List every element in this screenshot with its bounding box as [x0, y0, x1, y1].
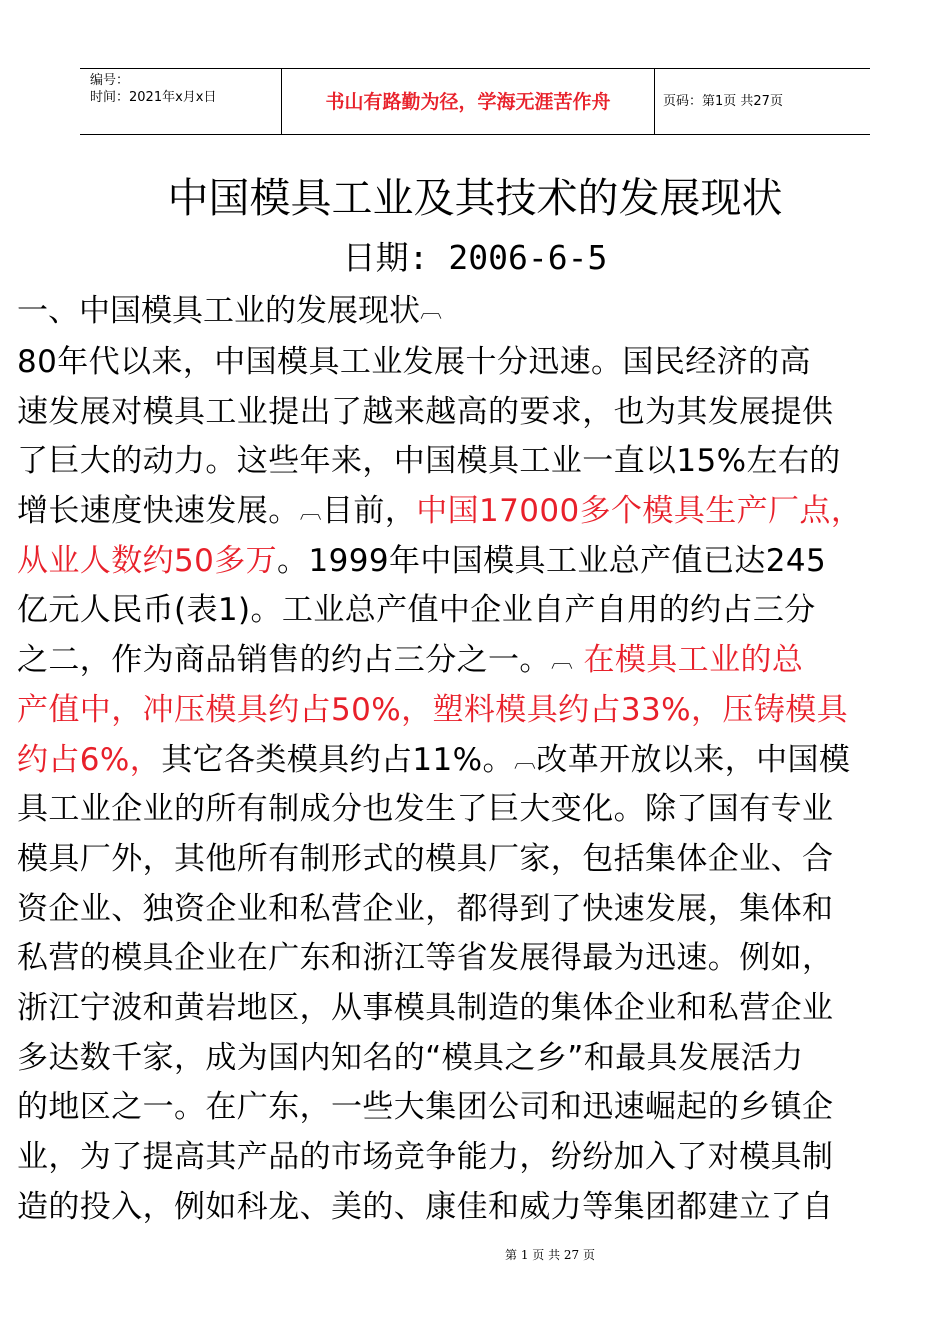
document-time-label: 时间：2021年x月x日: [90, 90, 217, 105]
highlighted-text: 产值中，冲压模具约占50%，塑料模具约占33%，压铸模具: [17, 691, 849, 728]
bookmark-mark: ︹: [550, 648, 574, 674]
text-line: [17, 487, 937, 537]
text-line: [17, 984, 937, 1034]
section-heading: [17, 290, 442, 332]
text-line: [17, 338, 937, 388]
text-run: 目前，: [322, 493, 417, 530]
text-line: [17, 1083, 937, 1133]
text-run: 其它各类模具约占11%。: [161, 741, 514, 778]
text-run: 造的投入，例如科龙、美的、康佳和威力等集团都建立了自: [17, 1188, 834, 1225]
highlighted-text: 从业人数约50多万: [17, 542, 278, 579]
page-footer: 第 1 页 共 27 页: [505, 1248, 595, 1262]
document-title: 中国模具工业及其技术的发展现状: [167, 174, 783, 222]
body-text: [17, 338, 937, 1232]
text-run: 模具厂外，其他所有制形式的模具厂家，包括集体企业、合: [17, 840, 834, 877]
text-line: [17, 686, 937, 736]
section-heading-text: 一、中国模具工业的发展现状: [17, 293, 420, 329]
text-line: [17, 835, 937, 885]
highlighted-text: 中国17000多个模具生产厂点，: [416, 493, 863, 530]
text-run: 。1999年中国模具工业总产值已达245: [277, 542, 827, 579]
text-line: [17, 1133, 937, 1183]
text-run: 了巨大的动力。这些年来，中国模具工业一直以15%左右的: [17, 443, 841, 480]
bookmark-mark: ︹: [420, 298, 443, 323]
text-line: [17, 934, 937, 984]
text-run: 具工业企业的所有制成分也发生了巨大变化。除了国有专业: [17, 791, 834, 828]
text-line: [17, 1034, 937, 1084]
highlighted-text: 在模具工业的总: [573, 642, 804, 679]
text-run: 增长速度快速发展。: [17, 493, 300, 530]
document-date: 日期: 2006-6-5: [342, 238, 608, 277]
text-run: 浙江宁波和黄岩地区，从事模具制造的集体企业和私营企业: [17, 989, 834, 1026]
header-page-cell: [655, 69, 870, 134]
text-line: [17, 636, 937, 686]
text-run: 改革开放以来，中国模: [536, 741, 851, 778]
text-run: 的地区之一。在广东，一些大集团公司和迅速崛起的乡镇企: [17, 1089, 834, 1126]
header-motto-cell: [282, 69, 655, 134]
text-line: [17, 885, 937, 935]
bookmark-mark: ︹: [513, 747, 537, 773]
text-line: [17, 736, 937, 786]
text-run: 之二，作为商品销售的约占三分之一。: [17, 642, 551, 679]
text-run: 业，为了提高其产品的市场竞争能力，纷纷加入了对模具制: [17, 1139, 834, 1175]
text-run: 80年代以来，中国模具工业发展十分迅速。国民经济的高: [17, 344, 811, 380]
text-run: 亿元人民币(表1)。工业总产值中企业自产自用的约占三分: [17, 592, 816, 629]
highlighted-text: 约占6%，: [17, 741, 162, 778]
text-run: 多达数千家，成为国内知名的“模具之乡”和最具发展活力: [17, 1039, 804, 1076]
motto-text: 书山有路勤为径，学海无涯苦作舟: [325, 91, 611, 113]
text-run: 资企业、独资企业和私营企业，都得到了快速发展，集体和: [17, 890, 834, 927]
text-line: [17, 437, 937, 487]
text-line: [17, 1183, 937, 1233]
page-code-label: 页码：第1页 共27页: [663, 94, 783, 109]
text-line: [17, 537, 937, 587]
text-line: [17, 586, 937, 636]
text-line: [17, 785, 937, 835]
header-meta-cell: [80, 69, 282, 134]
text-line: [17, 388, 937, 438]
document-number-label: 编号：: [90, 73, 130, 88]
text-run: 私营的模具企业在广东和浙江等省发展得最为迅速。例如，: [17, 940, 834, 977]
text-run: 速发展对模具工业提出了越来越高的要求，也为其发展提供: [17, 393, 834, 430]
bookmark-mark: ︹: [299, 499, 323, 525]
document-header: [80, 68, 870, 135]
